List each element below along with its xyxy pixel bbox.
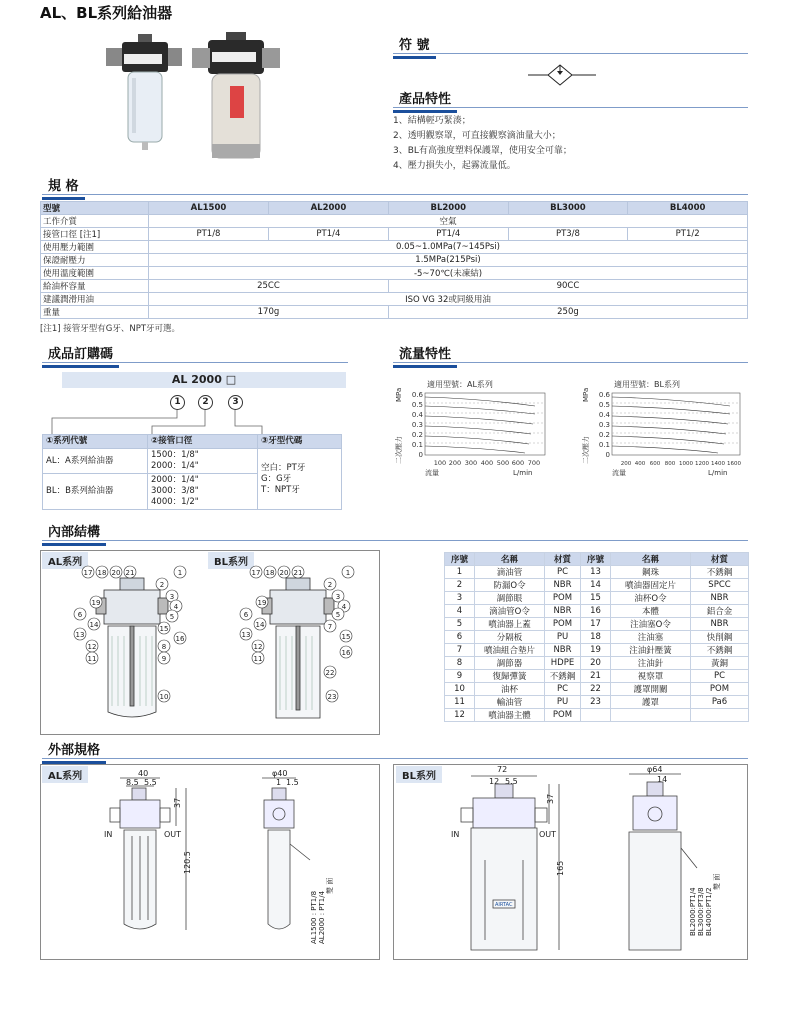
table-cell: 鋁合金 [691,605,749,618]
order-header-cell: ③牙型代碼 [258,435,342,449]
order-ports-al [148,449,258,474]
dim-label: 120.5 [183,851,192,874]
table-cell: PC [545,566,581,579]
callout: 2 [159,581,165,589]
spec-value: PT1/4 [268,228,388,241]
table-cell: 分隔板 [475,631,545,644]
port-note: 雙 面 [713,873,721,890]
divider [393,362,748,363]
dim-label: 5.5 [505,777,518,786]
brand-logo: AIRTAC [495,902,513,908]
table-cell: 17 [581,618,611,631]
table-row [445,683,749,696]
callout: 16 [175,635,185,643]
port-note: BL3000:PT3/8 [697,887,705,936]
callout: 14 [255,621,265,629]
in-label: IN [104,830,113,839]
callout: 20 [111,569,121,577]
callout: 1 [177,569,183,577]
callout: 1 [345,569,351,577]
table-cell: 噴油器上蓋 [475,618,545,631]
table-cell: 6 [445,631,475,644]
product-photos [100,28,300,168]
spec-value: 250g [388,306,747,319]
spec-label: 給油杯容量 [41,280,149,293]
callout: 6 [77,611,83,619]
spec-label: 保證耐壓力 [41,254,149,267]
table-cell: 噴油器主體 [475,709,545,722]
x-tick: 600 [649,461,661,467]
table-cell: 護罩 [611,696,691,709]
table-row [445,592,749,605]
section-external: 外部規格 [42,739,106,764]
table-cell: 22 [581,683,611,696]
flow-chart-ylabel: 二次壓力 [395,436,403,464]
callout: 4 [341,603,347,611]
spec-label: 重量 [41,306,149,319]
divider [42,540,748,541]
divider [42,194,748,195]
y-tick: 0.1 [598,441,610,449]
flow-chart-xunit: L/min [708,469,728,477]
table-cell: 16 [581,605,611,618]
callout: 3 [169,593,175,601]
spec-header-cell: AL1500 [149,202,269,215]
dim-label: 1.5 [286,778,299,787]
parts-header-row [445,553,749,566]
spec-value: 空氣 [149,215,748,228]
dim-label: 40 [138,769,149,778]
order-series: BL：B系列給油器 [43,474,148,510]
order-threads [258,449,342,510]
spec-value: ISO VG 32或同級用油 [149,293,748,306]
callout: 3 [335,593,341,601]
order-port: 2000：1/4" [151,475,199,485]
table-cell: 油杯 [475,683,545,696]
y-tick: 0.1 [411,441,423,449]
table-cell: 噴油器固定片 [611,579,691,592]
table-cell: 輸油管 [475,696,545,709]
flow-chart-title: 適用型號：BL系列 [614,380,680,389]
port-note: AL2000 : PT1/4 [318,890,326,944]
spec-header-cell: BL2000 [388,202,508,215]
section-flow: 流量特性 [393,343,457,368]
y-tick: 0.3 [598,421,610,429]
table-cell: 14 [581,579,611,592]
table-row [445,566,749,579]
parts-body [445,566,749,722]
dim-label: 37 [546,793,555,804]
callout: 17 [83,569,93,577]
parts-header-cell: 名稱 [611,553,691,566]
order-table [42,434,342,510]
x-tick: 700 [527,459,541,467]
y-tick: 0.6 [598,391,610,399]
table-cell: 3 [445,592,475,605]
table-cell: 滴油管 [475,566,545,579]
table-cell: 快削鋼 [691,631,749,644]
table-cell: NBR [691,592,749,605]
table-cell: HDPE [545,657,581,670]
dim-label: φ64 [647,765,663,774]
table-cell: 注油塞O令 [611,618,691,631]
order-port: 4000：1/2" [151,497,199,507]
table-cell: POM [691,683,749,696]
order-header-cell: ②接管口徑 [148,435,258,449]
internal-drawings [40,550,380,735]
table-row [445,631,749,644]
spec-note: [注1] 接管牙型有G牙、NPT牙可選。 [40,324,181,334]
dim-label: 5.5 [144,778,157,787]
table-cell: 20 [581,657,611,670]
spec-label: 建議潤滑用油 [41,293,149,306]
feature-item: 3、BL有高強度塑料保護罩，使用安全可靠； [393,146,572,156]
table-cell: 19 [581,644,611,657]
x-tick: 300 [464,459,478,467]
table-cell: 13 [581,566,611,579]
table-cell: NBR [691,618,749,631]
spec-row [41,215,748,228]
callout: 2 [327,581,333,589]
spec-value: PT1/2 [628,228,748,241]
feature-list [393,114,572,174]
parts-header-cell: 材質 [691,553,749,566]
table-cell: POM [545,592,581,605]
table-cell: 不銹鋼 [691,644,749,657]
table-cell [611,709,691,722]
callout: 5 [169,613,175,621]
table-row [445,579,749,592]
order-header-row [43,435,342,449]
section-symbol: 符 號 [393,34,436,59]
feature-item: 2、透明觀察罩，可直接觀察滴油量大小； [393,131,561,141]
callout: 16 [341,649,351,657]
y-tick: 0.3 [411,421,423,429]
table-cell: POM [545,618,581,631]
order-series: AL：A系列給油器 [43,449,148,474]
table-cell: 7 [445,644,475,657]
callout: 12 [253,643,263,651]
table-cell: 10 [445,683,475,696]
y-tick: 0.2 [598,431,610,439]
order-num: 2 [198,395,213,410]
in-label: IN [451,830,460,839]
al-cutaway [96,578,168,717]
table-cell [581,709,611,722]
table-row [445,709,749,722]
parts-header-cell: 序號 [445,553,475,566]
table-cell: 視察罩 [611,670,691,683]
section-features: 產品特性 [393,88,457,113]
bl-cutaway [262,578,334,718]
table-cell: 調節器 [475,657,545,670]
ext-al-label: AL系列 [42,766,88,783]
callout: 21 [293,569,303,577]
order-header-cell: ①系列代號 [43,435,148,449]
spec-header-row [41,202,748,215]
callout: 23 [327,693,337,701]
flow-chart-xlabel: 流量 [425,469,439,477]
table-cell: 鋼珠 [611,566,691,579]
section-specs: 規 格 [42,175,85,200]
spec-value: 90CC [388,280,747,293]
table-cell: NBR [545,579,581,592]
out-label: OUT [164,830,182,839]
dim-label: φ40 [272,769,288,778]
spec-row [41,228,748,241]
y-tick: 0.5 [598,401,610,409]
dim-label: 1 [276,778,282,787]
page-title: AL、BL系列給油器 [40,4,173,22]
callout: 20 [279,569,289,577]
spec-value: 170g [149,306,389,319]
dim-label: 37 [173,797,182,808]
order-thread: 空白：PT牙 [261,462,306,473]
callout: 18 [265,569,275,577]
spec-row [41,267,748,280]
table-cell: 4 [445,605,475,618]
dim-label: 165 [556,860,565,876]
table-row [445,657,749,670]
port-note: AL1500 : PT1/8 [310,890,318,944]
callout: 10 [159,693,169,701]
x-tick: 1400 [711,461,725,467]
spec-value: 0.05~1.0MPa(7~145Psi) [149,241,748,254]
callout: 9 [161,655,167,663]
out-label: OUT [539,830,557,839]
table-cell: 15 [581,592,611,605]
callout: 7 [327,623,333,631]
divider [393,107,748,108]
parts-header-cell: 序號 [581,553,611,566]
al-section-label: AL系列 [42,552,88,569]
feature-item: 4、壓力損失小，起霧流量低。 [393,161,516,171]
spec-row [41,254,748,267]
callout: 15 [159,625,169,633]
callout: 8 [161,643,167,651]
spec-label: 使用壓力範圍 [41,241,149,254]
callout: 14 [89,621,99,629]
dim-label: 8.5 [126,778,139,787]
divider [393,53,748,54]
spec-row [41,280,748,293]
flow-chart-al [395,376,555,486]
order-num: 1 [170,395,185,410]
x-tick: 1200 [695,461,709,467]
table-cell: PU [545,631,581,644]
callout: 19 [257,599,267,607]
spec-value: PT3/8 [508,228,628,241]
flow-chart-yunit: MPa [582,387,590,402]
port-note: BL4000:PT1/2 [705,887,713,936]
x-tick: 1600 [727,461,741,467]
order-thread: G：G牙 [261,473,292,484]
spec-header-cell: AL2000 [268,202,388,215]
flow-chart-yunit: MPa [395,387,403,402]
x-tick: 400 [634,461,646,467]
x-tick: 1000 [679,461,693,467]
table-cell: 護罩開關 [611,683,691,696]
callout: 6 [243,611,249,619]
spec-header-cell: BL4000 [628,202,748,215]
table-cell: 黃銅 [691,657,749,670]
callout: 18 [97,569,107,577]
table-cell: 復歸彈簧 [475,670,545,683]
order-thread: T：NPT牙 [261,484,300,495]
al-dimension-drawing [40,764,380,960]
spec-value: 1.5MPa(215Psi) [149,254,748,267]
spec-row [41,306,748,319]
table-cell: 滴油管O令 [475,605,545,618]
table-cell: 18 [581,631,611,644]
divider [42,362,348,363]
spec-header-cell: BL3000 [508,202,628,215]
table-cell: 9 [445,670,475,683]
order-leader-lines [40,408,350,436]
table-cell: 1 [445,566,475,579]
order-row [43,449,342,474]
y-tick: 0.4 [411,411,423,419]
table-cell: SPCC [691,579,749,592]
dim-label: 12 [489,777,500,786]
x-tick: 500 [496,459,510,467]
spec-label: 接管口徑 [注1] [41,228,149,241]
spec-row [41,293,748,306]
table-row [445,618,749,631]
table-cell: 5 [445,618,475,631]
dim-label: 14 [657,775,668,784]
y-tick: 0 [418,451,423,459]
callout: 15 [341,633,351,641]
section-ordering: 成品訂購碼 [42,343,119,368]
al-lubricator-photo [106,34,182,150]
y-tick: 0 [605,451,610,459]
spec-value: -5~70℃(未凍結) [149,267,748,280]
spec-row [41,241,748,254]
port-note: 雙 面 [326,877,334,894]
feature-item: 1、結構輕巧緊湊； [393,116,471,126]
callout: 13 [75,631,85,639]
table-cell: 注油針 [611,657,691,670]
parts-header-cell: 材質 [545,553,581,566]
table-cell: 12 [445,709,475,722]
table-cell: 21 [581,670,611,683]
table-cell: 噴油組合墊片 [475,644,545,657]
flow-chart-xunit: L/min [513,469,533,477]
callout: 13 [241,631,251,639]
flow-chart-title: 適用型號：AL系列 [427,380,493,389]
x-tick: 800 [664,461,676,467]
callout: 4 [173,603,179,611]
flow-chart-ylabel: 二次壓力 [582,436,590,464]
dim-label: 72 [497,765,508,774]
ext-bl-label: BL系列 [396,766,442,783]
callout: 5 [335,611,341,619]
table-cell: 油杯O令 [611,592,691,605]
order-port: 2000：1/4" [151,461,199,471]
y-tick: 0.5 [411,401,423,409]
order-port: 3000：3/8" [151,486,199,496]
callout: 17 [251,569,261,577]
table-cell: 不銹鋼 [545,670,581,683]
flow-chart-xlabel: 流量 [612,469,626,477]
x-tick: 100 [433,459,447,467]
parts-header-cell: 名稱 [475,553,545,566]
port-note: BL2000:PT1/4 [689,887,697,936]
order-code: AL 2000 □ [62,372,346,388]
parts-table [444,552,749,722]
spec-value: PT1/4 [388,228,508,241]
table-cell [691,709,749,722]
spec-label: 工作介質 [41,215,149,228]
flow-chart-bl [582,376,748,486]
bl-dimension-drawing [393,764,748,960]
callout: 11 [253,655,263,663]
bl-section-label: BL系列 [208,552,254,569]
table-row [445,670,749,683]
table-cell: 本體 [611,605,691,618]
spec-value: PT1/8 [149,228,269,241]
callout: 21 [125,569,135,577]
table-cell: Pa6 [691,696,749,709]
table-cell: 注油塞 [611,631,691,644]
x-tick: 600 [511,459,525,467]
table-cell: 調節眼 [475,592,545,605]
table-cell: 不銹鋼 [691,566,749,579]
callout: 12 [87,643,97,651]
table-cell: PC [691,670,749,683]
table-cell: 注油針壓簧 [611,644,691,657]
callout: 22 [325,669,335,677]
x-tick: 400 [480,459,494,467]
table-cell: NBR [545,644,581,657]
callout: 19 [91,599,101,607]
x-tick: 200 [620,461,632,467]
table-row [445,696,749,709]
table-cell: 2 [445,579,475,592]
spec-table [40,201,748,319]
spec-value: 25CC [149,280,389,293]
table-cell: 23 [581,696,611,709]
table-cell: NBR [545,605,581,618]
table-cell: POM [545,709,581,722]
spec-header-cell: 型號 [41,202,149,215]
table-cell: 防漏O令 [475,579,545,592]
table-cell: 11 [445,696,475,709]
table-row [445,605,749,618]
x-tick: 200 [448,459,462,467]
section-internal: 內部結構 [42,521,106,546]
spec-label: 使用溫度範圍 [41,267,149,280]
table-cell: PU [545,696,581,709]
table-row [445,644,749,657]
callout: 11 [87,655,97,663]
table-cell: PC [545,683,581,696]
order-ports-bl [148,474,258,510]
y-tick: 0.4 [598,411,610,419]
lubricator-symbol-icon [528,62,598,88]
divider [42,758,748,759]
y-tick: 0.2 [411,431,423,439]
bl-lubricator-photo [192,32,280,158]
order-port: 1500：1/8" [151,450,199,460]
order-num: 3 [228,395,243,410]
table-cell: 8 [445,657,475,670]
y-tick: 0.6 [411,391,423,399]
